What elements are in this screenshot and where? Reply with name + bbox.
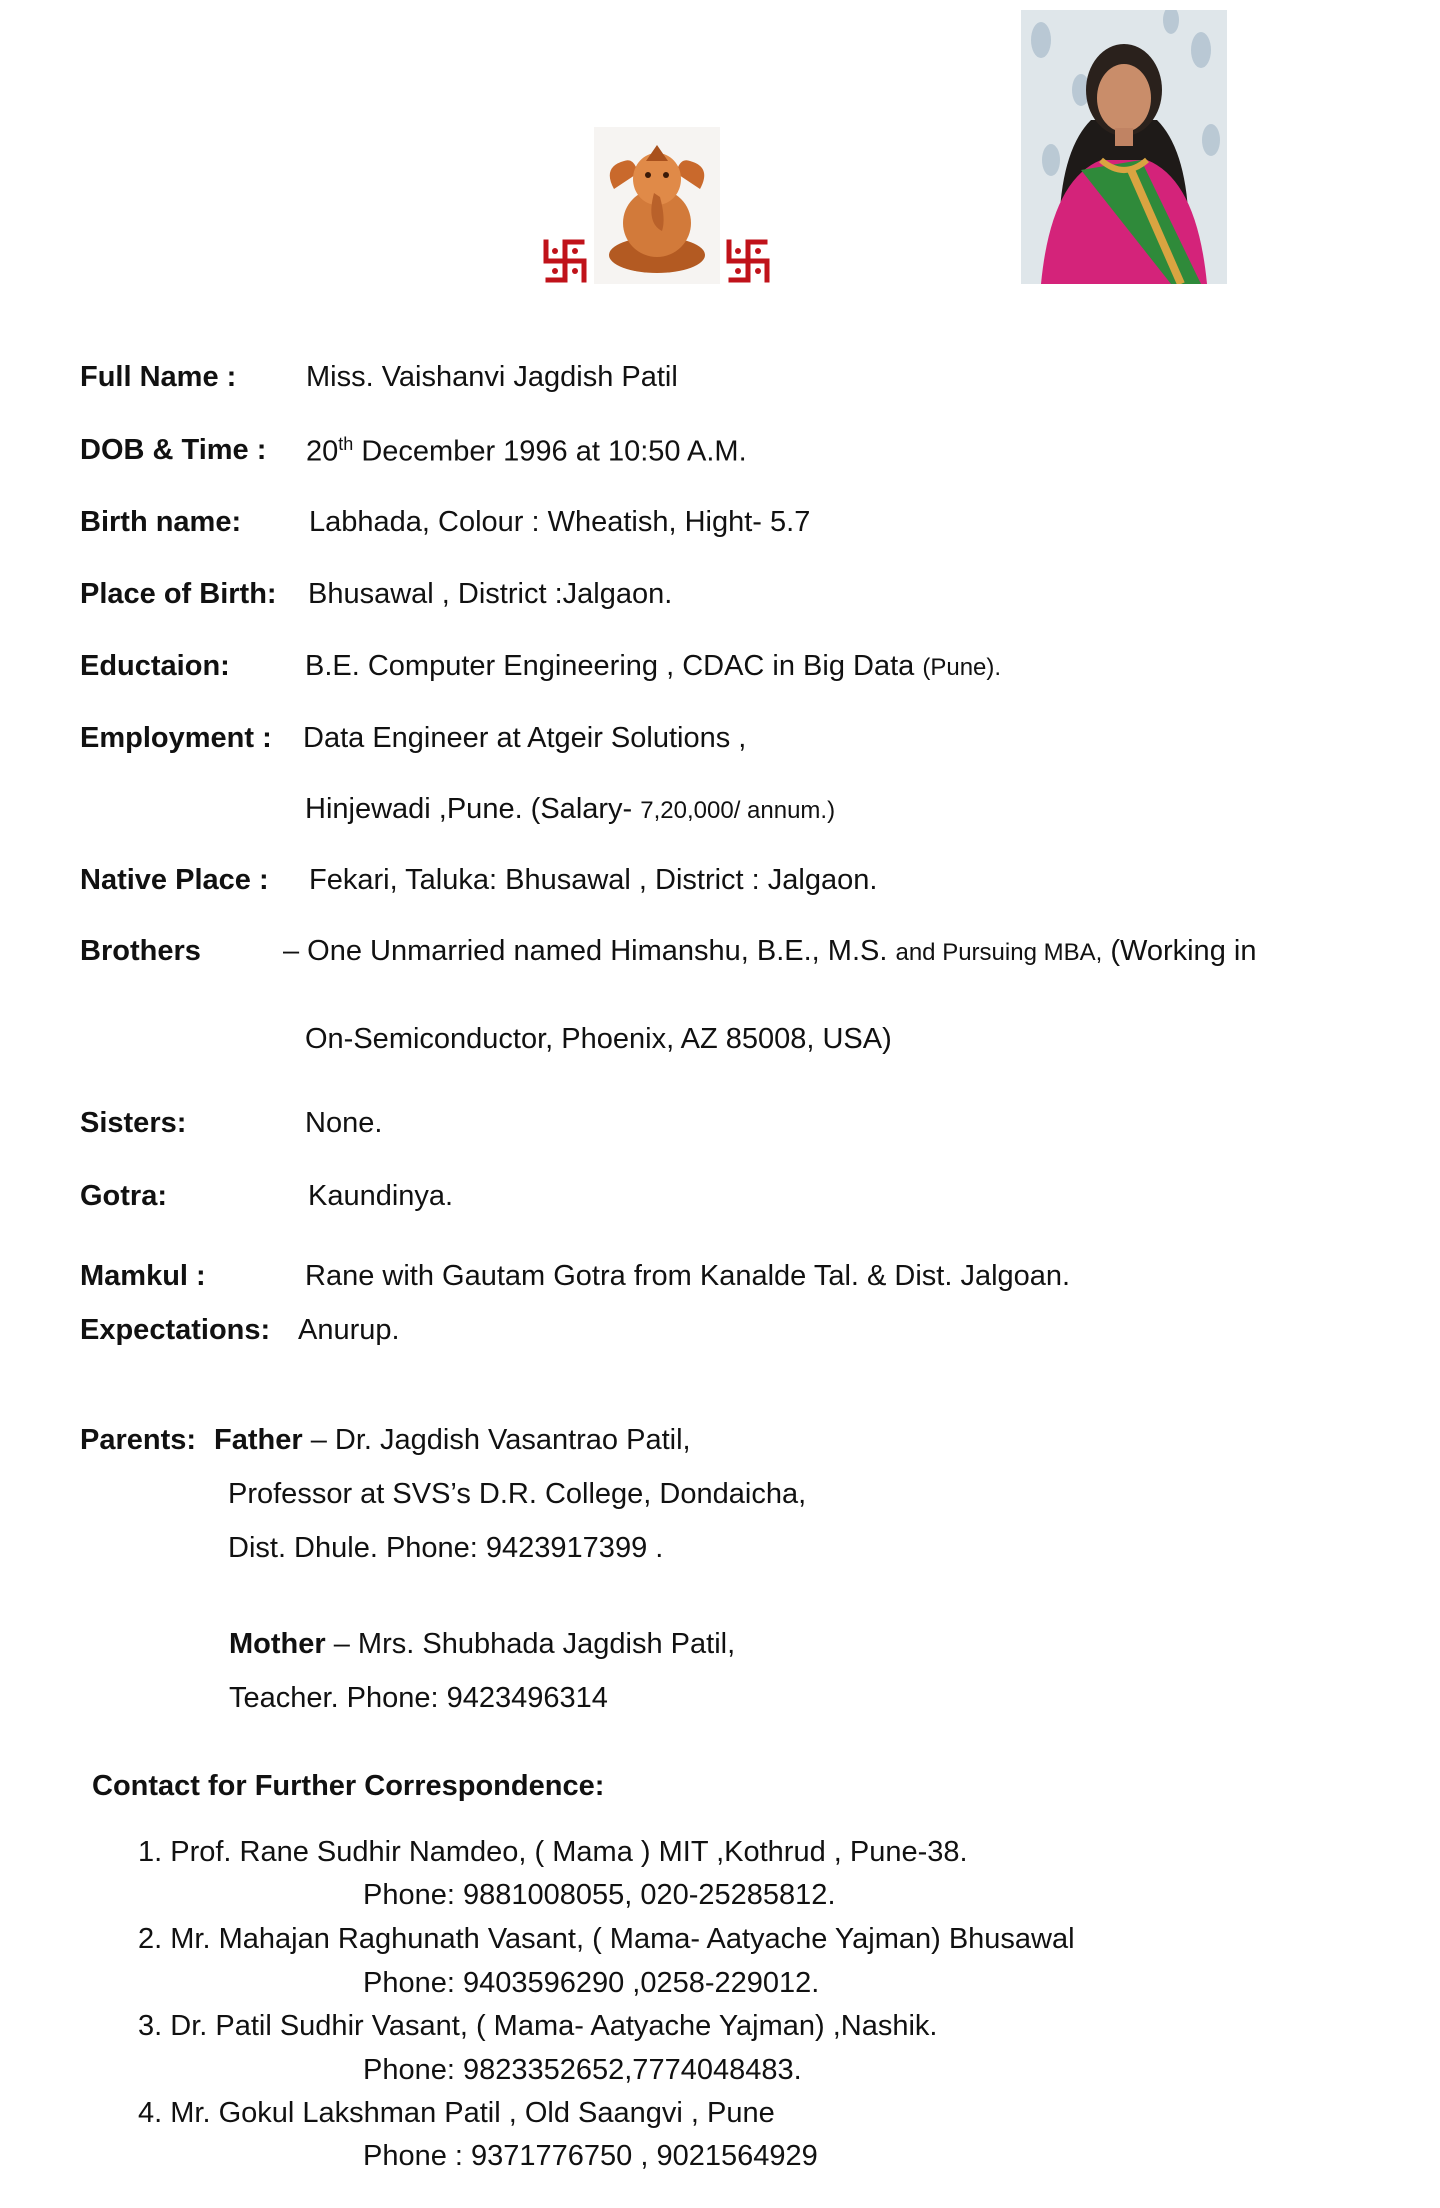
full-name-label: Full Name : <box>80 361 237 393</box>
father-line-1 <box>214 1424 691 1457</box>
contact-1-number: 1. <box>138 1836 163 1868</box>
swastika-right-icon <box>722 238 774 284</box>
parents-label: Parents: <box>80 1424 197 1456</box>
mother-label: Mother <box>229 1628 326 1660</box>
brothers-line-1b: (Working in <box>1110 935 1257 967</box>
contact-2-phone: Phone: 9403596290 ,0258-229012. <box>363 1967 820 1999</box>
contact-1-phone: Phone: 9881008055, 020-25285812. <box>363 1879 836 1911</box>
brothers-label: Brothers <box>80 935 201 967</box>
dob-suffix: th <box>338 434 354 454</box>
gotra-label: Gotra: <box>80 1180 167 1212</box>
dob-rest: December 1996 at 10:50 A.M. <box>361 435 747 468</box>
education-value <box>305 650 1001 683</box>
employment-salary: 7,20,000/ annum.) <box>640 797 836 824</box>
contact-4-line-1 <box>138 2097 775 2130</box>
brothers-line-2: On-Semiconductor, Phoenix, AZ 85008, USA) <box>305 1023 892 1055</box>
employment-label: Employment : <box>80 722 272 754</box>
contact-3-name: Dr. Patil Sudhir Vasant, ( Mama- Aatyache Yajman) ,Nashik. <box>170 2010 938 2042</box>
father-line-2: Professor at SVS’s D.R. College, Dondaicha, <box>228 1478 807 1510</box>
sisters-label: Sisters: <box>80 1107 187 1139</box>
contact-3-number: 3. <box>138 2010 163 2042</box>
mother-line-1 <box>229 1628 735 1661</box>
birth-name-value: Labhada, Colour : Wheatish, Hight- 5.7 <box>309 506 811 538</box>
contact-2-line-1 <box>138 1923 1075 1956</box>
native-place-value: Fekari, Taluka: Bhusawal , District : Jalgaon. <box>309 864 878 896</box>
education-text: B.E. Computer Engineering , CDAC in Big Data <box>305 650 915 682</box>
mother-name: – Mrs. Shubhada Jagdish Patil, <box>333 1628 736 1660</box>
place-of-birth-label: Place of Birth: <box>80 578 277 610</box>
brothers-line-1-small: and Pursuing MBA, <box>895 939 1103 966</box>
contact-3-line-1 <box>138 2010 937 2043</box>
swastika-left-icon <box>540 238 590 284</box>
mamkul-value: Rane with Gautam Gotra from Kanalde Tal. & Dist. Jalgoan. <box>305 1260 1071 1292</box>
dob-value <box>306 434 747 469</box>
native-place-label: Native Place : <box>80 864 269 896</box>
brothers-line-1a: – One Unmarried named Himanshu, B.E., M.S. <box>283 935 888 967</box>
brothers-line-1 <box>283 935 1256 968</box>
contacts-title: Contact for Further Correspondence: <box>92 1770 605 1802</box>
mamkul-label: Mamkul : <box>80 1260 206 1292</box>
contact-3-phone: Phone: 9823352652,7774048483. <box>363 2054 802 2086</box>
employment-line-2-text: Hinjewadi ,Pune. (Salary- <box>305 793 633 825</box>
ganesha-image <box>594 127 720 284</box>
father-label: Father <box>214 1424 303 1456</box>
education-label: Eductaion: <box>80 650 230 682</box>
contact-1-name: Prof. Rane Sudhir Namdeo, ( Mama ) MIT ,Kothrud , Pune-38. <box>170 1836 968 1868</box>
birth-name-label: Birth name: <box>80 506 242 538</box>
profile-photo <box>1021 10 1227 284</box>
father-line-3: Dist. Dhule. Phone: 9423917399 . <box>228 1532 664 1564</box>
dob-label: DOB & Time : <box>80 434 267 466</box>
contact-4-phone: Phone : 9371776750 , 9021564929 <box>363 2140 818 2172</box>
father-name: – Dr. Jagdish Vasantrao Patil, <box>310 1424 691 1456</box>
gotra-value: Kaundinya. <box>308 1180 454 1212</box>
place-of-birth-value: Bhusawal , District :Jalgaon. <box>308 578 673 610</box>
mother-line-2: Teacher. Phone: 9423496314 <box>229 1682 608 1714</box>
contact-4-name: Mr. Gokul Lakshman Patil , Old Saangvi , Pune <box>170 2097 775 2129</box>
expectations-label: Expectations: <box>80 1314 271 1346</box>
full-name-value: Miss. Vaishanvi Jagdish Patil <box>306 361 678 393</box>
contact-2-number: 2. <box>138 1923 163 1955</box>
sisters-value: None. <box>305 1107 383 1139</box>
expectations-value: Anurup. <box>298 1314 400 1346</box>
dob-day: 20 <box>306 435 339 468</box>
education-city: (Pune). <box>922 654 1002 681</box>
employment-line-2 <box>305 793 835 826</box>
employment-line-1: Data Engineer at Atgeir Solutions , <box>303 722 747 754</box>
contact-4-number: 4. <box>138 2097 163 2129</box>
contact-1-line-1 <box>138 1836 968 1869</box>
contact-2-name: Mr. Mahajan Raghunath Vasant, ( Mama- Aatyache Yajman) Bhusawal <box>170 1923 1075 1955</box>
